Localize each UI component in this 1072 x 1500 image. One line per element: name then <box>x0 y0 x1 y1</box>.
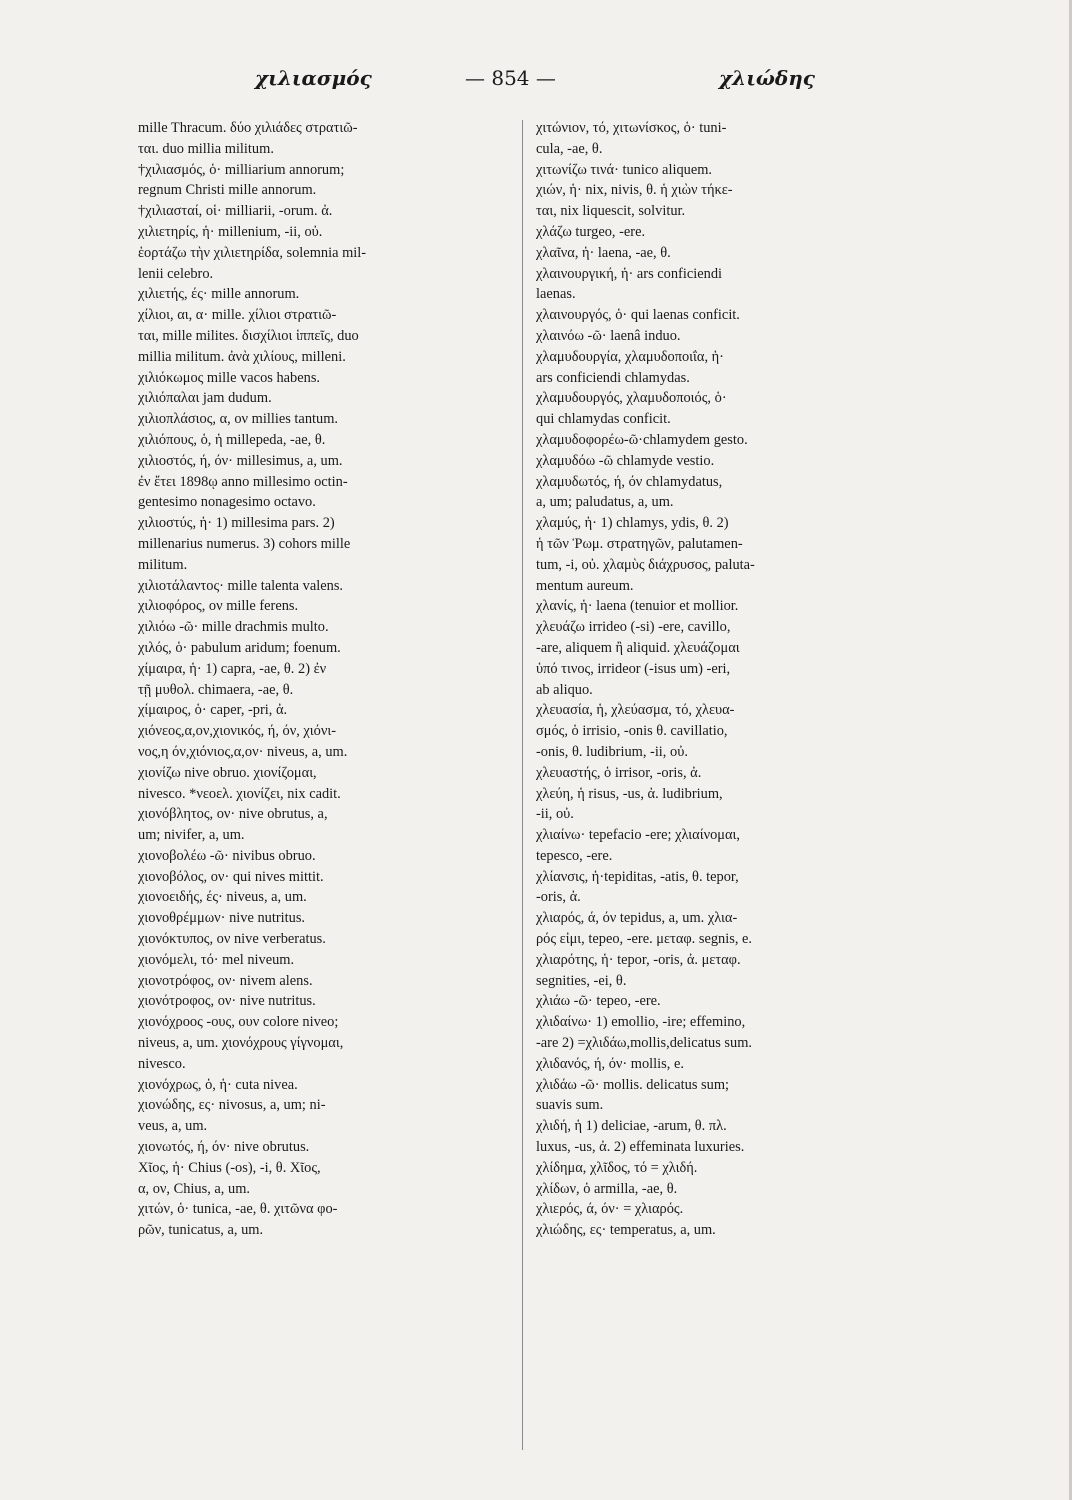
dictionary-line: χίμαιρα, ἡ· 1) capra, -ae, θ. 2) ἐν <box>138 660 327 677</box>
dictionary-line: segnities, -ei, θ. <box>536 972 627 989</box>
dictionary-line: χλιδάω -ῶ· mollis. delicatus sum; <box>536 1076 730 1093</box>
header-first-entry: χιλιασμός <box>255 66 372 90</box>
header-last-entry: χλιώδης <box>719 66 815 90</box>
dictionary-line: laenas. <box>536 286 576 303</box>
dictionary-line: χλαμυδόω -ῶ chlamyde vestio. <box>536 452 715 469</box>
dictionary-line: millia militum. ἀνὰ χιλίους, milleni. <box>138 348 346 365</box>
dictionary-line: χιονόμελι, τό· mel niveum. <box>138 951 295 968</box>
dictionary-line: χιονότροφος, ον· nive nutritus. <box>138 993 316 1010</box>
dictionary-line: νος,η όν,χιόνιος,α,ον· niveus, a, um. <box>138 743 348 760</box>
dictionary-line: χλιάω -ῶ· tepeo, -ere. <box>536 993 661 1010</box>
dictionary-line: χλαμύς, ἡ· 1) chlamys, ydis, θ. 2) <box>536 515 729 532</box>
dictionary-line: χλιαίνω· tepefacio -ere; χλιαίνομαι, <box>536 827 741 844</box>
dictionary-line: χιών, ἡ· nix, nivis, θ. ἡ χιὼν τήκε- <box>536 182 733 199</box>
dictionary-line: ἐν ἔτει 1898ῳ anno millesimo octin- <box>138 473 348 490</box>
dictionary-line: luxus, -us, ἀ. 2) effeminata luxuries. <box>536 1139 745 1156</box>
dictionary-line: qui chlamydas conficit. <box>536 411 671 428</box>
dictionary-line: -onis, θ. ludibrium, -ii, οὐ. <box>536 743 688 760</box>
dictionary-line: χιονόκτυπος, ον nive verberatus. <box>138 931 326 948</box>
dictionary-line: mentum aureum. <box>536 577 634 594</box>
dictionary-line: χλιώδης, ες· temperatus, a, um. <box>536 1222 716 1239</box>
dictionary-line: χιονοβόλος, ον· qui nives mittit. <box>138 868 324 885</box>
dictionary-line: χλευαστής, ὁ irrisor, -oris, ἀ. <box>536 764 702 781</box>
left-column <box>138 118 520 1241</box>
dictionary-line: χιλιόπαλαι jam dudum. <box>138 390 272 407</box>
dictionary-line: χιλός, ὁ· pabulum aridum; foenum. <box>138 639 341 656</box>
dictionary-line: χιονοβολέω -ῶ· nivibus obruo. <box>138 847 316 864</box>
dictionary-line: χιονόχρως, ὁ, ἡ· cuta nivea. <box>138 1076 298 1093</box>
dictionary-line: -are 2) =χλιδάω,mollis,delicatus sum. <box>536 1035 753 1052</box>
dictionary-line: χιόνεος,α,ον,χιονικός, ή, όν, χιόνι- <box>138 723 337 740</box>
dictionary-line: χιονοειδής, ές· niveus, a, um. <box>138 889 307 906</box>
dictionary-line: ars conficiendi chlamydas. <box>536 369 690 386</box>
dictionary-line: χιλιόκωμος mille vacos habens. <box>138 369 321 386</box>
dictionary-line: χλιαρός, ά, όν tepidus, a, um. χλια- <box>536 910 738 927</box>
dictionary-line: τῇ μυθολ. chimaera, -ae, θ. <box>138 681 294 698</box>
dictionary-line: χλαμυδουργός, χλαμυδοποιός, ὁ· <box>536 390 727 407</box>
dictionary-line: ται, nix liquescit, solvitur. <box>536 203 686 220</box>
dictionary-line: χιλιετής, ές· mille annorum. <box>138 286 300 303</box>
dictionary-line: mille Thracum. δύο χιλιάδες στρατιῶ- <box>138 120 358 136</box>
dictionary-line: χλιδανός, ή, όν· mollis, e. <box>536 1055 684 1072</box>
dictionary-line: χλαῖνα, ἡ· laena, -ae, θ. <box>536 244 671 261</box>
dictionary-line: χλανίς, ἡ· laena (tenuior et mollior. <box>536 598 739 615</box>
page-number: — 854 — <box>465 66 556 90</box>
dictionary-line: niveus, a, um. χιονόχρους γίγνομαι, <box>138 1035 344 1052</box>
dictionary-line: militum. <box>138 556 188 573</box>
dictionary-line: ρῶν, tunicatus, a, um. <box>138 1222 264 1239</box>
dictionary-line: χλίδημα, χλῖδος, τό = χλιδή. <box>536 1159 698 1176</box>
dictionary-line: χιονόχροος -ους, ουν colore niveo; <box>138 1014 339 1031</box>
dictionary-line: χλαινόω -ῶ· laenâ induo. <box>536 327 681 344</box>
dictionary-line: tum, -i, οὐ. χλαμὺς διάχρυσος, paluta- <box>536 556 755 573</box>
dictionary-line: α, ον, Chius, a, um. <box>138 1180 250 1197</box>
dictionary-line: †χιλιασμός, ὁ· milliarium annorum; <box>138 161 345 178</box>
dictionary-line: χλεύη, ἡ risus, -us, ἀ. ludibrium, <box>536 785 723 802</box>
dictionary-line: χιτωνίζω τινά· tunico aliquem. <box>536 161 713 178</box>
dictionary-line: χιτώνιον, τό, χιτωνίσκος, ὁ· tuni- <box>536 120 727 136</box>
dictionary-line: -are, aliquem ἢ aliquid. χλευάζομαι <box>536 639 740 656</box>
dictionary-line: lenii celebro. <box>138 265 214 282</box>
dictionary-line: ἡ τῶν Ῥωμ. στρατηγῶν, palutamen- <box>536 535 743 552</box>
dictionary-line: χιλιετηρίς, ἡ· millenium, -ii, οὐ. <box>138 223 323 240</box>
dictionary-line: χλαμυδωτός, ή, όν chlamydatus, <box>536 473 723 490</box>
dictionary-line: χιλιοπλάσιος, α, ον millies tantum. <box>138 411 339 428</box>
dictionary-line: χίμαιρος, ὁ· caper, -pri, ἀ. <box>138 702 288 719</box>
right-column <box>536 118 928 1241</box>
dictionary-line: χλευάζω irrideo (-si) -ere, cavillo, <box>536 619 731 636</box>
dictionary-line: cula, -ae, θ. <box>536 140 603 157</box>
dictionary-line: nivesco. <box>138 1055 186 1072</box>
running-header <box>255 66 815 94</box>
dictionary-line: χλίανσις, ἡ·tepiditas, -atis, θ. tepor, <box>536 868 739 885</box>
dictionary-line: χιλιοφόρος, ον mille ferens. <box>138 598 299 615</box>
dictionary-line: ὑπό τινος, irrideor (-isus um) -eri, <box>536 660 731 677</box>
dictionary-line: nivesco. *νεοελ. χιονίζει, nix cadit. <box>138 785 341 802</box>
dictionary-line: χιονόβλητος, ον· nive obrutus, a, <box>138 806 328 823</box>
dictionary-line: millenarius numerus. 3) cohors mille <box>138 535 351 552</box>
dictionary-line: Χῖος, ἡ· Chius (-os), -i, θ. Χῖος, <box>138 1159 321 1176</box>
dictionary-line: a, um; paludatus, a, um. <box>536 494 674 511</box>
dictionary-line: χλάζω turgeo, -ere. <box>536 223 646 240</box>
dictionary-line: χλίδων, ὁ armilla, -ae, θ. <box>536 1180 678 1197</box>
dictionary-line: χλιδή, ἡ 1) deliciae, -arum, θ. πλ. <box>536 1118 727 1135</box>
dictionary-line: χιονίζω nive obruo. χιονίζομαι, <box>138 764 317 781</box>
dictionary-line: χιονοθρέμμων· nive nutritus. <box>138 910 306 927</box>
dictionary-line: χιλιόω -ῶ· mille drachmis multo. <box>138 619 329 636</box>
dictionary-line: χλιαρότης, ἡ· tepor, -oris, ἀ. μεταφ. <box>536 951 741 968</box>
dictionary-line: χλιδαίνω· 1) emollio, -ire; effemino, <box>536 1014 746 1031</box>
dictionary-line: χιονωτός, ή, όν· nive obrutus. <box>138 1139 310 1156</box>
dictionary-line: ἑορτάζω τὴν χιλιετηρίδα, solemnia mil- <box>138 244 367 261</box>
dictionary-line: †χιλιασταί, οἱ· milliarii, -orum. ἀ. <box>138 203 333 220</box>
dictionary-line: ται, mille milites. δισχίλιοι ἱππεῖς, duo <box>138 327 359 344</box>
dictionary-line: tepesco, -ere. <box>536 847 613 864</box>
dictionary-line: veus, a, um. <box>138 1118 208 1135</box>
dictionary-line: χλαινουργός, ὁ· qui laenas conficit. <box>536 307 740 324</box>
dictionary-line: χιλιοστύς, ἡ· 1) millesima pars. 2) <box>138 515 335 532</box>
column-divider <box>522 120 523 1450</box>
dictionary-line: χιλιόπους, ὁ, ἡ millepeda, -ae, θ. <box>138 431 326 448</box>
dictionary-line: χλαμυδουργία, χλαμυδοποιΐα, ἡ· <box>536 348 724 365</box>
dictionary-line: ται. duo millia militum. <box>138 140 274 157</box>
dictionary-line: χίλιοι, αι, α· mille. χίλιοι στρατιῶ- <box>138 307 337 324</box>
dictionary-line: χιονώδης, ες· nivosus, a, um; ni- <box>138 1097 326 1114</box>
dictionary-line: χιλιοστός, ή, όν· millesimus, a, um. <box>138 452 343 469</box>
dictionary-line: regnum Christi mille annorum. <box>138 182 317 199</box>
dictionary-line: gentesimo nonagesimo octavo. <box>138 494 316 511</box>
dictionary-line: -oris, ἀ. <box>536 889 581 906</box>
dictionary-line: χιλιοτάλαντος· mille talenta valens. <box>138 577 344 594</box>
dictionary-line: χλαμυδοφορέω-ῶ·chlamydem gesto. <box>536 431 748 448</box>
dictionary-line: χλιερός, ά, όν· = χλιαρός. <box>536 1201 684 1218</box>
dictionary-line: χλαινουργική, ἡ· ars conficiendi <box>536 265 723 282</box>
dictionary-line: -ii, οὐ. <box>536 806 574 823</box>
dictionary-line: χλευασία, ἡ, χλεύασμα, τό, χλευα- <box>536 702 735 719</box>
dictionary-line: χιονοτρόφος, ον· nivem alens. <box>138 972 313 989</box>
dictionary-line: suavis sum. <box>536 1097 604 1114</box>
dictionary-line: χιτών, ὁ· tunica, -ae, θ. χιτῶνα φο- <box>138 1201 338 1218</box>
dictionary-line: ρός εἰμι, tepeo, -ere. μεταφ. segnis, e. <box>536 931 753 948</box>
dictionary-line: σμός, ὁ irrisio, -onis θ. cavillatio, <box>536 723 728 740</box>
dictionary-line: um; nivifer, a, um. <box>138 827 245 844</box>
dictionary-line: ab aliquo. <box>536 681 593 698</box>
